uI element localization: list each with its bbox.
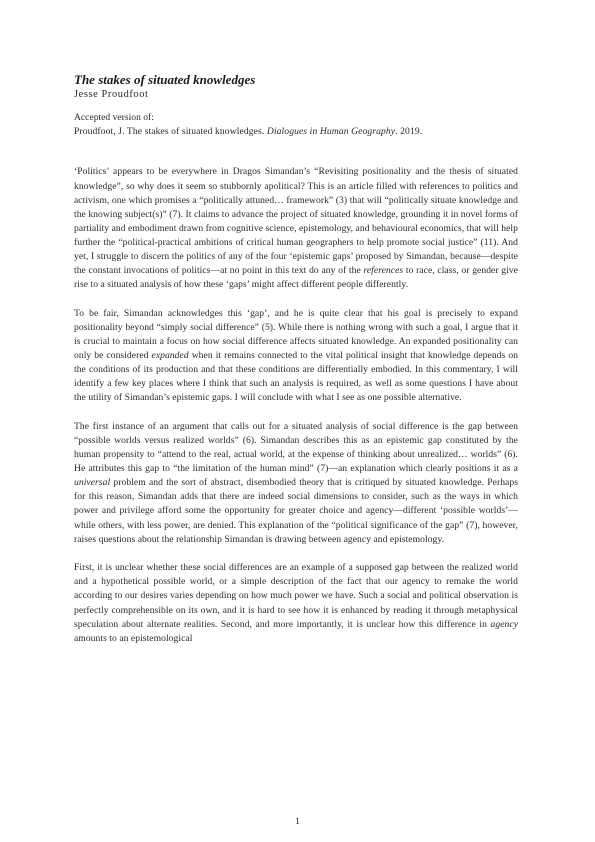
paragraph-text: when it remains connected to the vital political insight that knowledge depends on the conditions of its production and that these conditions are differentially embodied. In this commentary, I will identify a few key places where I think that such an analysis is required, as well as some questions I have about the utility of Simandan’s epistemic gaps. I will conclude with what I see as one possible alternative. [74, 350, 519, 404]
paragraph-text: ‘Politics’ appears to be everywhere in Dragos Simandan’s “Revisiting positionality and the thesis of situated knowledge”, so why does it seem so stubbornly apolitical? This is an article filled with references to politics and activism, one which promises a “politically attuned… framework” (3) that will “politically situate knowledge and the knowing subject(s)” (7). It claims to advance the project of situated knowledge, grounding it in novel forms of partiality and embodiment drawn from cognitive science, epistemology, and behavioural economics, that will help further the “political-practical ambitions of critical human geographers to help promote social justice” (11). And yet, I struggle to discern the politics of any of the four ‘epistemic gaps’ proposed by Simandan, because—despite the constant invocations of politics—at no point in this text do any of the [74, 166, 518, 277]
document-page [74, 72, 518, 660]
body-paragraph-4 [74, 561, 518, 646]
emphasized-word: references [363, 265, 404, 277]
citation-prefix: Proudfoot, J. The stakes of situated knowledges. [74, 126, 267, 138]
author-name: Jesse Proudfoot [74, 89, 149, 100]
accepted-version-label: Accepted version of: [74, 112, 154, 123]
article-title: The stakes of situated knowledges [74, 72, 256, 87]
publication-info [74, 111, 518, 139]
article-body [74, 165, 518, 645]
emphasized-word: expanded [151, 350, 189, 362]
citation-line [74, 125, 518, 139]
page-number: 1 [295, 816, 300, 827]
paragraph-text: to race, class, or gender give rise to a situated analysis of how these ‘gaps’ might affect different people differently. [74, 265, 518, 291]
paragraph-text: amounts to an epistemological [74, 632, 193, 644]
paragraph-text: problem and the sort of abstract, disembodied theory that is critiqued by situated knowledge. Perhaps for this reason, Simandan adds that there are indeed social dimensions to consider, such as the ways in which power and privilege afford some the opportunity for greater choice and agency—different ‘possible worlds’—while others, with less power, are denied. This explanation of the “political significance of the gap” (7), however, raises questions about the relationship Simandan is drawing between agency and epistemology. [74, 477, 518, 545]
emphasized-word: agency [490, 618, 518, 630]
body-paragraph-1 [74, 165, 518, 292]
paragraph-text: The first instance of an argument that calls out for a situated analysis of social difference is the gap between “possible worlds versus realized worlds” (6). Simandan describes this as an epistemic gap constituted by the human propensity to “attend to the real, actual world, at the expense of thinking about unrealized… worlds” (6). He attributes this gap to “the limitation of the human mind” (7)—an explanation which clearly positions it as a [74, 420, 518, 475]
emphasized-word: universal [74, 477, 111, 489]
body-paragraph-2 [74, 307, 518, 406]
body-paragraph-3 [74, 420, 518, 547]
paragraph-text: First, it is unclear whether these social differences are an example of a supposed gap between the realized world and a hypothetical possible world, or a simple description of the fact that our agency to remake the world according to our desires varies depending on how much power we have. Such a social and political observation is perfectly comprehensible on its own, and it is hard to see how it is enhanced by reading it through metaphysical speculation about alternate realities. Second, and more importantly, it is unclear how this difference in [74, 562, 518, 630]
citation-journal: Dialogues in Human Geography [266, 126, 396, 138]
paragraph-text: To be fair, Simandan acknowledges this ‘gap’, and he is quite clear that his goal is precisely to expand positionality beyond “simply social difference” (5). While there is nothing wrong with such a goal, I argue that it is crucial to maintain a focus on how social difference affects situated knowledge. An expanded positionality can only be considered [74, 307, 518, 362]
citation-suffix: . 2019. [395, 126, 423, 138]
